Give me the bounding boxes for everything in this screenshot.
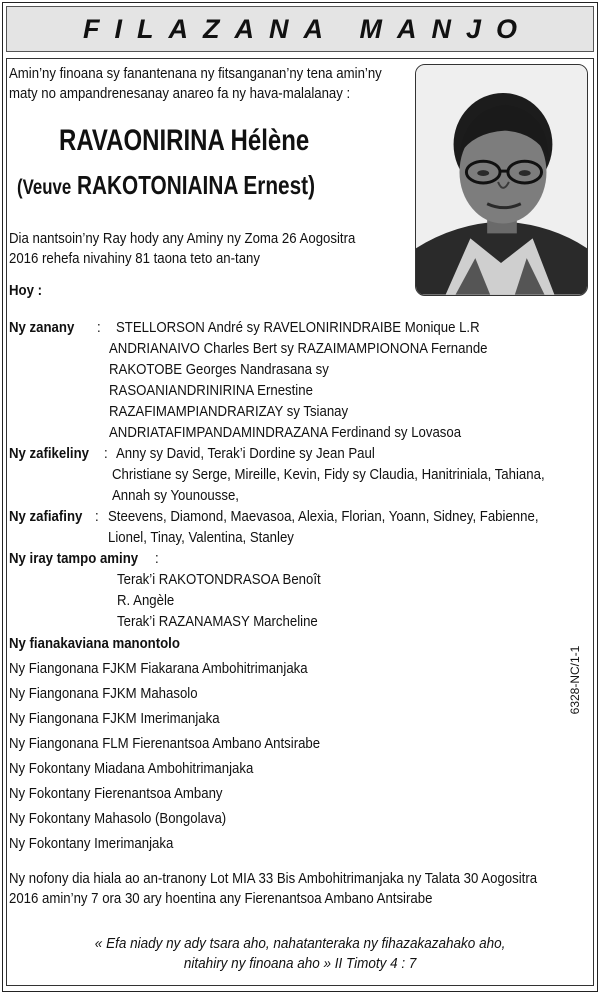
deceased-name: RAVAONIRINA Hélène [59, 124, 310, 157]
family-line-2: Ny Fiangonana FJKM Mahasolo [9, 685, 198, 702]
family-line-5: Ny Fokontany Miadana Ambohitrimanjaka [9, 760, 254, 777]
children-line-2: ANDRIANAIVO Charles Bert sy RAZAIMAMPIONONA Fernande [109, 340, 488, 357]
siblings-label: Ny iray tampo aminy [9, 550, 139, 567]
great-grandchildren-label: Ny zafiafiny [9, 508, 83, 525]
great-grandchildren-sep: : [95, 508, 99, 525]
family-line-3: Ny Fiangonana FJKM Imerimanjaka [9, 710, 220, 727]
bible-quote-line-2: nitahiry ny finoana aho » II Timoty 4 : 7 [183, 955, 417, 972]
great-grandchildren-line-2: Lionel, Tinay, Valentina, Stanley [108, 529, 294, 546]
children-line-1: STELLORSON André sy RAVELONIRINDRAIBE Monique L.R [116, 319, 480, 336]
ad-code: 6328-NC/1-1 [568, 645, 582, 715]
siblings-sep: : [155, 550, 159, 567]
page-title: FILAZANA MANJO [83, 13, 532, 44]
siblings-line-1: Terak’i RAKOTONDRASOA Benoît [117, 571, 321, 588]
intro-text: Amin’ny finoana sy fanantenana ny fitsanganan’ny tena amin’ny maty no ampandrenesanay anareo fa ny hava-malalanay : [9, 65, 382, 102]
family-line-4: Ny Fiangonana FLM Fierenantsoa Ambano Antsirabe [9, 735, 321, 752]
header-banner [6, 6, 594, 52]
children-line-4: RASOANIANDRINIRINA Ernestine [109, 382, 313, 399]
grandchildren-line-2: Christiane sy Serge, Mireille, Kevin, Fidy sy Claudia, Hanitriniala, Tahiana, [112, 466, 545, 483]
death-notice: Dia nantsoin’ny Ray hody any Aminy ny Zoma 26 Aogositra 2016 rehefa nivahiny 81 taona teto an-tany [9, 230, 356, 267]
portrait-image [416, 65, 587, 295]
children-label: Ny zanany [9, 319, 75, 336]
grandchildren-line-1: Anny sy David, Terak’i Dordine sy Jean Paul [116, 445, 375, 462]
funeral-notice: Ny nofony dia hiala ao an-tranony Lot MIA 33 Bis Ambohitrimanjaka ny Talata 30 Aogositra 2016 amin’ny 7 ora 30 ary hoentina any Fierenantsoa Ambano Antsirabe [9, 870, 538, 907]
grandchildren-line-3: Annah sy Younousse, [112, 487, 239, 504]
children-line-6: ANDRIATAFIMPANDAMINDRAZANA Ferdinand sy Lovasoa [109, 424, 462, 441]
siblings-line-2: R. Angèle [117, 592, 175, 609]
great-grandchildren-line-1: Steevens, Diamond, Maevasoa, Alexia, Florian, Yoann, Sidney, Fabienne, [108, 508, 539, 525]
family-line-1: Ny Fiangonana FJKM Fiakarana Ambohitrimanjaka [9, 660, 308, 677]
portrait-photo [415, 64, 588, 296]
family-line-6: Ny Fokontany Fierenantsoa Ambany [9, 785, 223, 802]
grandchildren-sep: : [104, 445, 108, 462]
family-label: Ny fianakaviana manontolo [9, 635, 180, 652]
bible-quote-line-1: « Efa niady ny ady tsara aho, nahatanteraka ny fihazakazahako aho, [94, 935, 506, 952]
grandchildren-label: Ny zafikeliny [9, 445, 89, 462]
family-line-7: Ny Fokontany Mahasolo (Bongolava) [9, 810, 227, 827]
family-line-8: Ny Fokontany Imerimanjaka [9, 835, 174, 852]
children-line-3: RAKOTOBE Georges Nandrasana sy [109, 361, 329, 378]
siblings-line-3: Terak’i RAZANAMASY Marcheline [117, 613, 318, 630]
deceased-widow-line [17, 168, 315, 205]
hoy-label: Hoy : [9, 282, 42, 299]
widow-name: RAKOTONIAINA Ernest) [76, 170, 316, 200]
children-line-5: RAZAFIMAMPIANDRARIZAY sy Tsianay [109, 403, 349, 420]
widow-prefix: (Veuve [17, 176, 72, 199]
children-sep: : [97, 319, 101, 336]
